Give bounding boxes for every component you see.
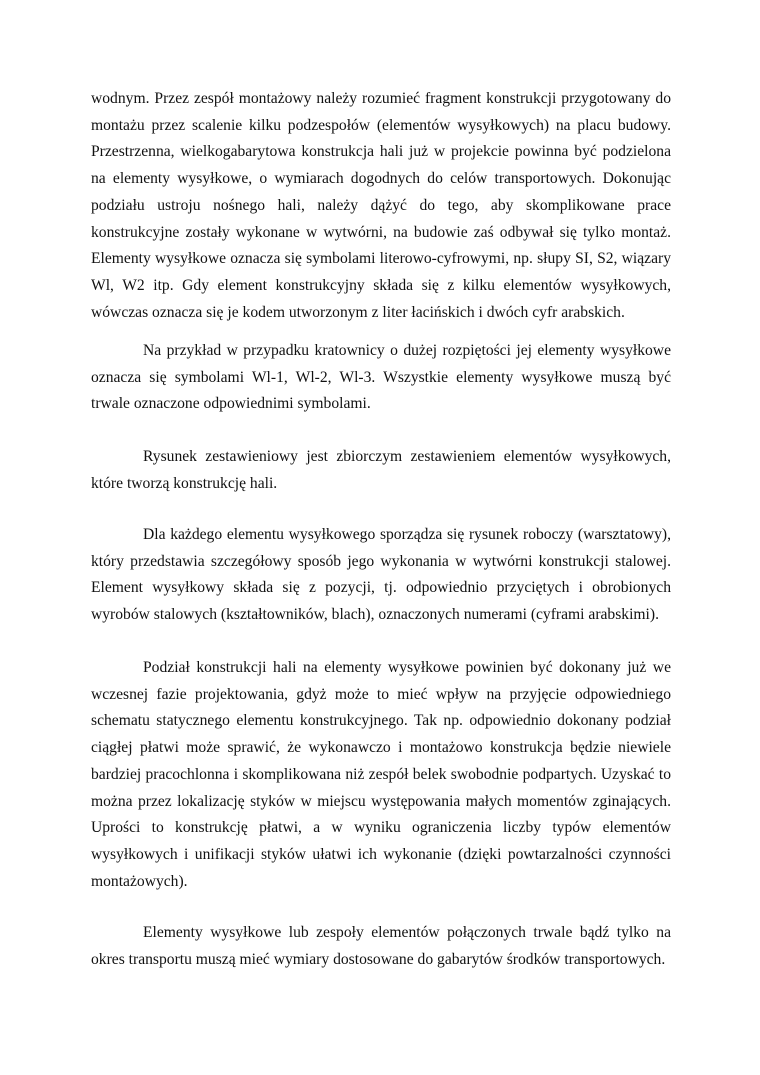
paragraph-structure-division [91,655,671,895]
paragraph-assembly-drawing [91,444,671,497]
paragraph-truss-example [91,338,671,418]
paragraph-text: Rysunek zestawieniowy jest zbiorczym zestawieniem elementów wysyłkowych, które tworzą konstrukcję hali. [91,448,671,492]
paragraph-shipping-assembly-intro [91,86,671,326]
paragraph-text: Dla każdego elementu wysyłkowego sporządza się rysunek roboczy (warsztatowy), który przedstawia szczegółowy sposób jego wykonania w wytwórni konstrukcji stalowej. Element wysyłkowy składa się z pozycji, tj. odpowiednio przyciętych i obrobionych wyrobów stalowych (kształtowników, blach), oznaczonych numerami (cyframi arabskimi). [91,526,671,624]
paragraph-text: Na przykład w przypadku kratownicy o dużej rozpiętości jej elementy wysyłkowe oznacza się symbolami Wl-1, Wl-2, Wl-3. Wszystkie elementy wysyłkowe muszą być trwale oznaczone odpowiednimi symbolami. [91,342,671,413]
paragraph-text: Podział konstrukcji hali na elementy wysyłkowe powinien być dokonany już we wczesnej fazie projektowania, gdyż może to mieć wpływ na przyjęcie odpowiedniego schematu statycznego elementu konstrukcyjnego. Tak np. odpowiednio dokonany podział ciągłej płatwi może sprawić, że wykonawczo i montażowo konstrukcja będzie niewiele bardziej pracochlonna i skomplikowana niż zespół belek swobodnie podpartych. Uzyskać to można przez lokalizację styków w miejscu występowania małych momentów zginających. Uprości to konstrukcję płatwi, a w wyniku ograniczenia liczby typów elementów wysyłkowych i unifikacji styków ułatwi ich wykonanie (dzięki powtarzalności czynności montażowych). [91,659,671,890]
paragraph-text: Elementy wysyłkowe lub zespoły elementów połączonych trwale bądź tylko na okres transportu muszą mieć wymiary dostosowane do gabarytów środków transportowych. [91,924,671,968]
paragraph-text: wodnym. Przez zespół montażowy należy rozumieć fragment konstrukcji przygotowany do montażu przez scalenie kilku podzespołów (elementów wysyłkowych) na placu budowy. Przestrzenna, wielkogabarytowa konstrukcja hali już w projekcie powinna być podzielona na elementy wysyłkowe, o wymiarach dogodnych do celów transportowych. Dokonując podziału ustroju nośnego hali, należy dążyć do tego, aby skomplikowane prace konstrukcyjne zostały wykonane w wytwórni, na budowie zaś odbywał się tylko montaż. Elementy wysyłkowe oznacza się symbolami literowo-cyfrowymi, np. słupy SI, S2, wiązary Wl, W2 itp. Gdy element konstrukcyjny składa się z kilku elementów wysyłkowych, wówczas oznacza się je kodem utworzonym z liter łacińskich i dwóch cyfr arabskich. [91,90,671,321]
paragraph-workshop-drawing [91,522,671,629]
paragraph-transport-dimensions [91,920,671,973]
